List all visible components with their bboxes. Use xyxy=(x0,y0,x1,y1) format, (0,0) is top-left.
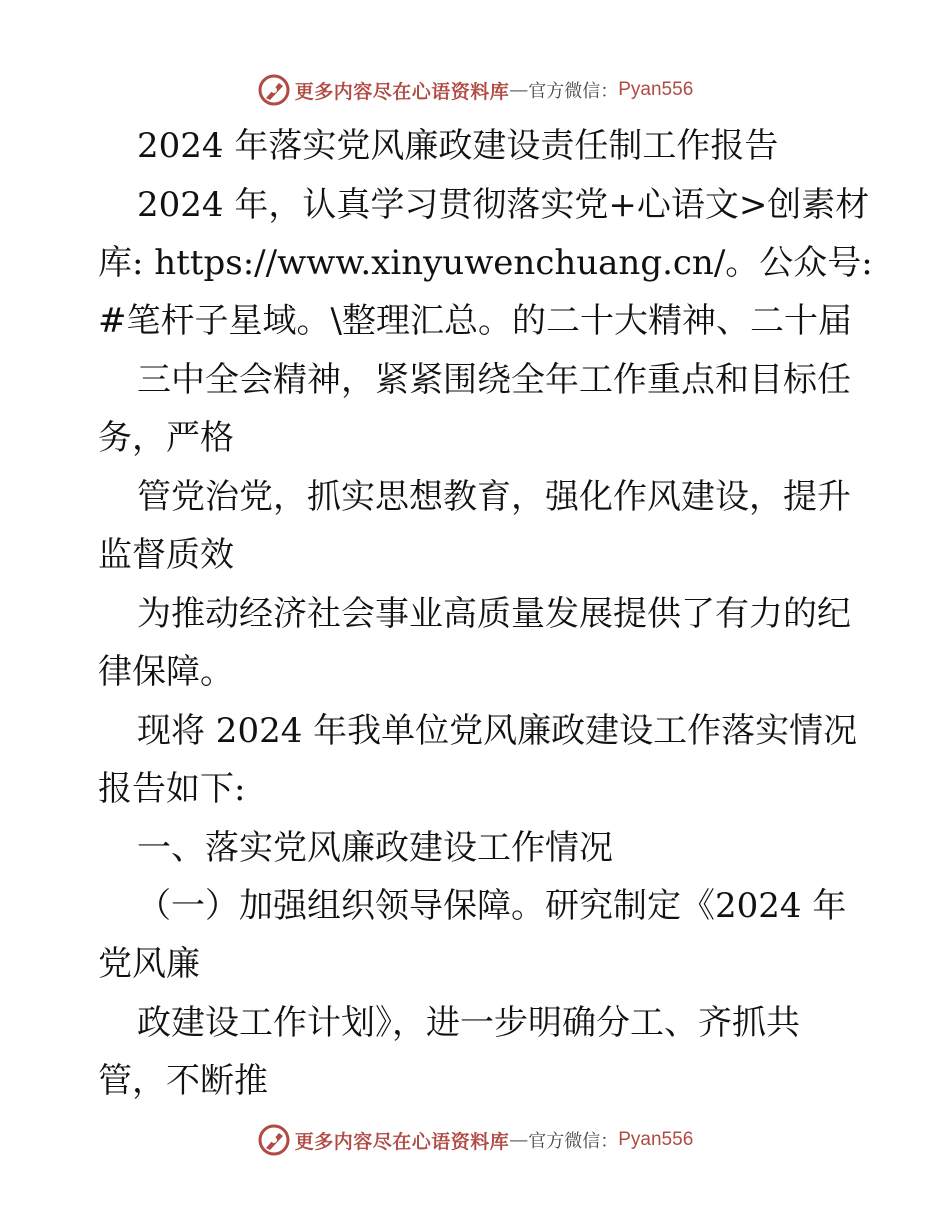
body-line: 三中全会精神，紧紧围绕全年工作重点和目标任 xyxy=(137,360,851,400)
body-line: 为推动经济社会事业高质量发展提供了有力的纪 xyxy=(137,594,851,634)
body-line: #笔杆子星域。\整理汇总。的二十大精神、二十届 xyxy=(98,301,852,341)
watermark-banner-top xyxy=(0,70,950,110)
body-line: 监督质效 xyxy=(98,535,234,575)
watermark-banner-bottom xyxy=(0,1120,950,1160)
body-line: 务，严格 xyxy=(98,418,234,458)
body-line: 管，不断推 xyxy=(98,1061,268,1101)
body-line: 2024 年，认真学习贯彻落实党+心语文>创素材 xyxy=(137,185,870,225)
body-line: （一）加强组织领导保障。研究制定《2024 年 xyxy=(137,886,847,926)
body-line: 政建设工作计划》，进一步明确分工、齐抓共 xyxy=(137,1003,800,1043)
pen-logo-icon xyxy=(257,73,291,107)
body-line: 现将 2024 年我单位党风廉政建设工作落实情况 xyxy=(137,711,858,751)
body-line: 管党治党，抓实思想教育，强化作风建设，提升 xyxy=(137,477,851,517)
section-heading: 一、落实党风廉政建设工作情况 xyxy=(137,828,613,868)
watermark-wechat-id: Pyan556 xyxy=(618,1129,694,1150)
body-line: 库: https://www.xinyuwenchuang.cn/。公众号: xyxy=(98,243,873,283)
watermark-official-label: 官方微信： xyxy=(528,81,619,102)
body-line: 党风廉 xyxy=(98,944,200,984)
watermark-text: 更多内容尽在心语资料库 xyxy=(294,1130,510,1153)
document-title: 2024 年落实党风廉政建设责任制工作报告 xyxy=(137,126,779,166)
watermark-dash: — xyxy=(509,79,529,101)
watermark-official-label: 官方微信： xyxy=(528,1131,619,1152)
body-line: 律保障。 xyxy=(98,652,234,692)
watermark-wechat-id: Pyan556 xyxy=(618,79,694,100)
body-line: 报告如下: xyxy=(98,769,246,809)
pen-logo-icon xyxy=(257,1123,291,1157)
watermark-text: 更多内容尽在心语资料库 xyxy=(294,80,510,103)
watermark-dash: — xyxy=(509,1129,529,1151)
